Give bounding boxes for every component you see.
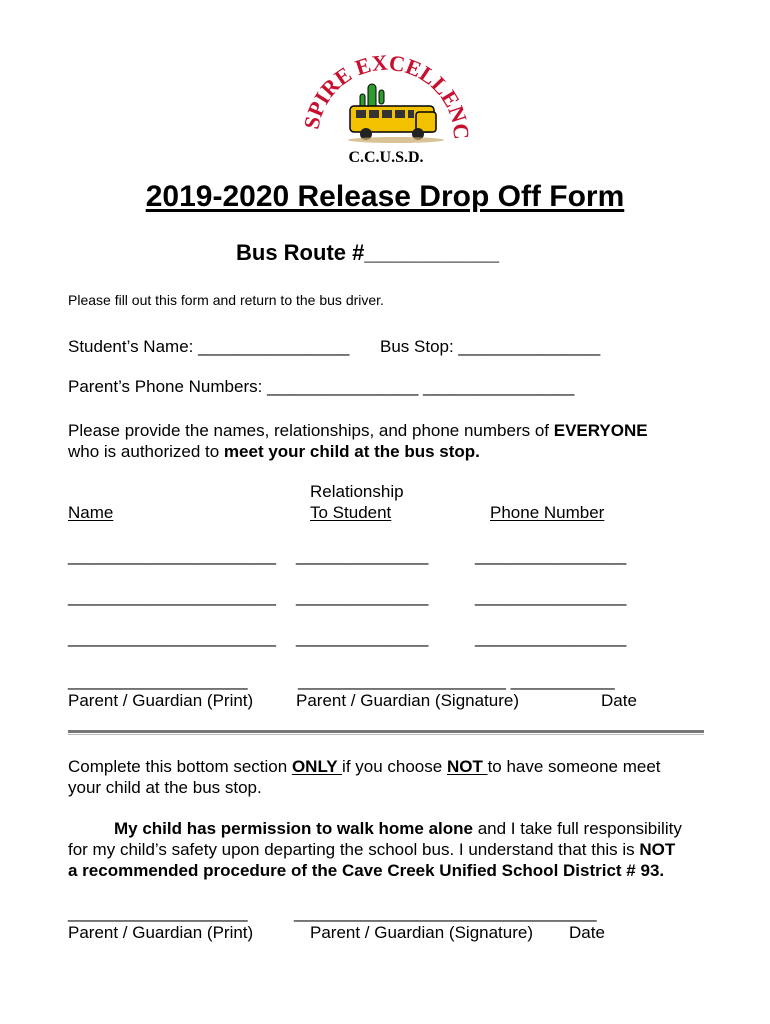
bus-stop-field[interactable]: Bus Stop: _______________ xyxy=(380,337,601,356)
guardian-signature-line-2[interactable]: ________________________________ xyxy=(294,903,597,922)
bottom-section-instructions: Complete this bottom section ONLY if you choose NOT to have someone meet your child at the bus stop. xyxy=(68,757,661,797)
date-label-2: Date xyxy=(569,923,605,942)
guardian-signature-line-1[interactable]: ______________________ ___________ xyxy=(298,671,615,690)
section-divider xyxy=(68,730,704,733)
table-row-1-relationship[interactable]: ______________ xyxy=(296,546,429,565)
table-row-2-name[interactable]: ______________________ xyxy=(68,587,277,606)
table-row-1-phone[interactable]: ________________ xyxy=(475,546,627,565)
guardian-print-line-1[interactable]: ___________________ xyxy=(68,671,248,690)
table-row-3-name[interactable]: ______________________ xyxy=(68,628,277,647)
district-logo xyxy=(296,36,476,168)
bus-route-field[interactable]: Bus Route #___________ xyxy=(236,240,499,265)
guardian-print-label-2: Parent / Guardian (Print) xyxy=(68,923,254,942)
parent-phone-field[interactable]: Parent’s Phone Numbers: ________________ ________________ xyxy=(68,377,575,396)
guardian-print-label-1: Parent / Guardian (Print) xyxy=(68,691,254,710)
column-header-to-student: To Student xyxy=(310,503,392,522)
student-name-field[interactable]: Student’s Name: ________________ xyxy=(68,337,350,356)
table-row-1-name[interactable]: ______________________ xyxy=(68,546,277,565)
date-label-1: Date xyxy=(601,691,637,710)
walk-home-permission-paragraph: My child has permission to walk home alone and I take full responsibility for my child’s safety upon departing the school bus. I understand that this is NOT a recommended procedure of the Cave Creek Unified School District # 93. xyxy=(68,819,682,880)
authorized-paragraph: Please provide the names, relationships, and phone numbers of EVERYONE who is authorized to meet your child at the bus stop. xyxy=(68,421,648,461)
table-row-3-relationship[interactable]: ______________ xyxy=(296,628,429,647)
logo-district-text: C.C.U.S.D. xyxy=(348,149,424,166)
table-row-2-relationship[interactable]: ______________ xyxy=(296,587,429,606)
guardian-signature-label-2: Parent / Guardian (Signature) xyxy=(310,923,534,942)
table-row-3-phone[interactable]: ________________ xyxy=(475,628,627,647)
logo-graphic xyxy=(296,36,476,168)
column-header-name: Name xyxy=(68,503,114,522)
guardian-print-line-2[interactable]: ___________________ xyxy=(68,903,248,922)
logo-arc-text: SPIRE EXCELLENC xyxy=(298,49,475,141)
table-row-2-phone[interactable]: ________________ xyxy=(475,587,627,606)
column-header-relationship: Relationship xyxy=(310,482,404,501)
column-header-phone: Phone Number xyxy=(490,503,605,522)
section-divider-shadow xyxy=(68,734,704,735)
guardian-signature-label-1: Parent / Guardian (Signature) xyxy=(296,691,520,710)
school-bus-icon xyxy=(348,106,444,143)
instruction-text: Please fill out this form and return to the bus driver. xyxy=(68,292,384,308)
form-title: 2019-2020 Release Drop Off Form xyxy=(145,180,625,213)
